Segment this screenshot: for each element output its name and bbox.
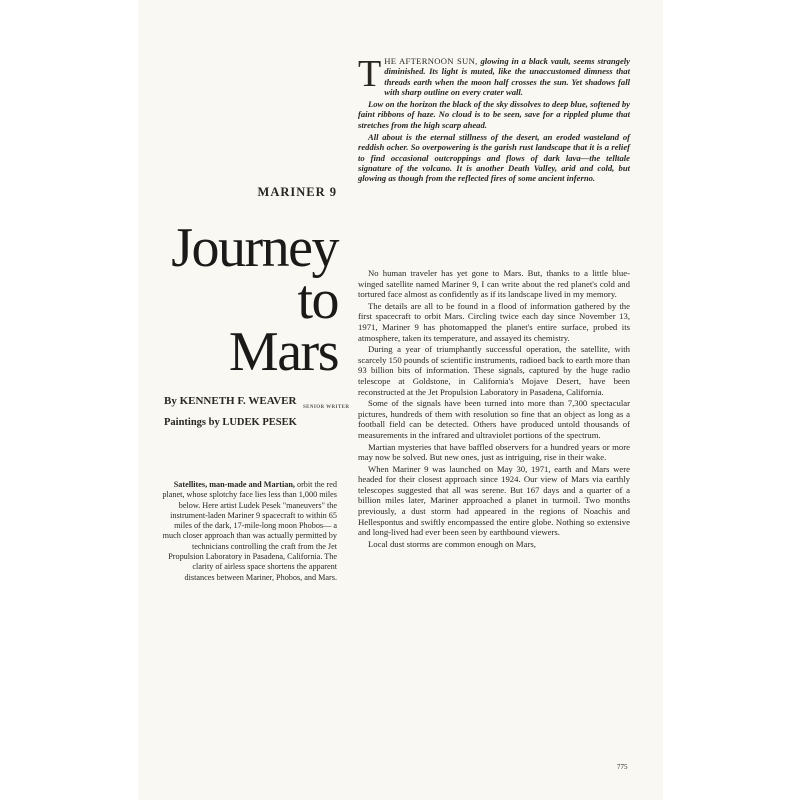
- body-paragraph: Martian mysteries that have baffled observers for a hundred years or more may now be solved. But new ones, just as intriguing, rise in their wake.: [358, 441, 630, 463]
- body-paragraph: The details are all to be found in a flood of information gathered by the first spacecraft to orbit Mars. Circling twice each day since November 13, 1971, Mariner 9 has photomapped the planet's entire surface, probed its atmosphere, taken its temperature, and assayed its chemistry.: [358, 300, 630, 343]
- body-text: [358, 268, 630, 550]
- body-paragraph: Local dust storms are common enough on Mars,: [368, 538, 536, 549]
- title-line-3: Mars: [228, 321, 338, 383]
- title-line-1: Journey: [171, 217, 338, 279]
- caption-lead: Satellites, man-made and Martian,: [173, 480, 295, 489]
- intro-text: [358, 53, 630, 186]
- article-title: [171, 217, 338, 383]
- body-paragraph: When Mariner 9 was launched on May 30, 1971, earth and Mars were headed for their closest approach since 1924. Our view of Mars via earthly telescopes suggested that all was serene. But 167 days and a quarter of a billion miles later, Mariner approached a planet in turmoil. Two months previously, a dust storm had appeared in the regions of Noachis and Hellespontus and swiftly encompassed the entire globe. Nothing so extensive and long-lived had ever been seen by earthbound viewers.: [358, 463, 630, 538]
- intro-paragraph: [358, 53, 630, 97]
- body-paragraph: No human traveler has yet gone to Mars. But, thanks to a little blue-winged satellite named Mariner 9, I can write about the red planet's cold and tortured face almost as confidently as if its landscape lived in my memory.: [358, 268, 630, 300]
- intro-paragraph: All about is the eternal stillness of the desert, an eroded wasteland of reddish ocher. So overpowering is the garish rust landscape that it is a relief to find occasional outcroppings and flows of dark lava—the telltale signature of the volcano. It is another Death Valley, arid and cold, but glowing as though from the reflected fires of some ancient inferno.: [358, 132, 630, 184]
- body-paragraph: Some of the signals have been turned into more than 7,300 spectacular pictures, hundreds of them with resolution so fine that an object as long as a football field can be detected. Others have produced untold thousands of measurements in the infrared and ultraviolet portions of the spectrum.: [358, 398, 630, 440]
- series-kicker: MARINER 9: [257, 185, 337, 199]
- author-role: SENIOR WRITER: [303, 405, 350, 410]
- title-line-2: to: [297, 269, 338, 331]
- page-number: 775: [617, 763, 628, 771]
- intro-paragraph: Low on the horizon the black of the sky dissolves to deep blue, softened by faint ribbons of haze. No cloud is to be seen, save for a rippled plume that stretches from the high scarp ahead.: [358, 99, 630, 130]
- painting-credit: Paintings by LUDEK PESEK: [164, 417, 297, 428]
- illustration-caption: [161, 480, 337, 583]
- drop-cap: T: [358, 53, 382, 95]
- body-paragraph: During a year of triumphantly successful operation, the satellite, with scarcely 150 pounds of scientific instruments, radioed back to earth more than 93 billion bits of information. These signals, captured by the huge radio telescope at Goldstone, in California's Mojave Desert, have been reconstructed at the Jet Propulsion Laboratory in Pasadena, California.: [358, 344, 630, 397]
- intro-opening-words: HE AFTERNOON SUN,: [384, 56, 478, 66]
- caption-body: orbit the red planet, whose splotchy face lies less than 1,000 miles below. Here artist Ludek Pesek "maneuvers" the instrument-laden Mariner 9 spacecraft to within 65 miles of the dark, 17-mile-long moon Phobos— a much closer approach than was actually permitted by technicians controlling the craft from the Jet Propulsion Laboratory in Pasadena, California. The clarity of airless space shortens the apparent distances between Mariner, Phobos, and Mars.: [162, 480, 337, 582]
- author-byline: By KENNETH F. WEAVER: [164, 395, 297, 407]
- intro-text-1: glowing in a black vault, seems strangely diminished. Its light is muted, like the unaccustomed dimness that threads earth when the moon half crosses the sun. Yet shadows fall with sharp outline on every crater wall.: [384, 56, 630, 97]
